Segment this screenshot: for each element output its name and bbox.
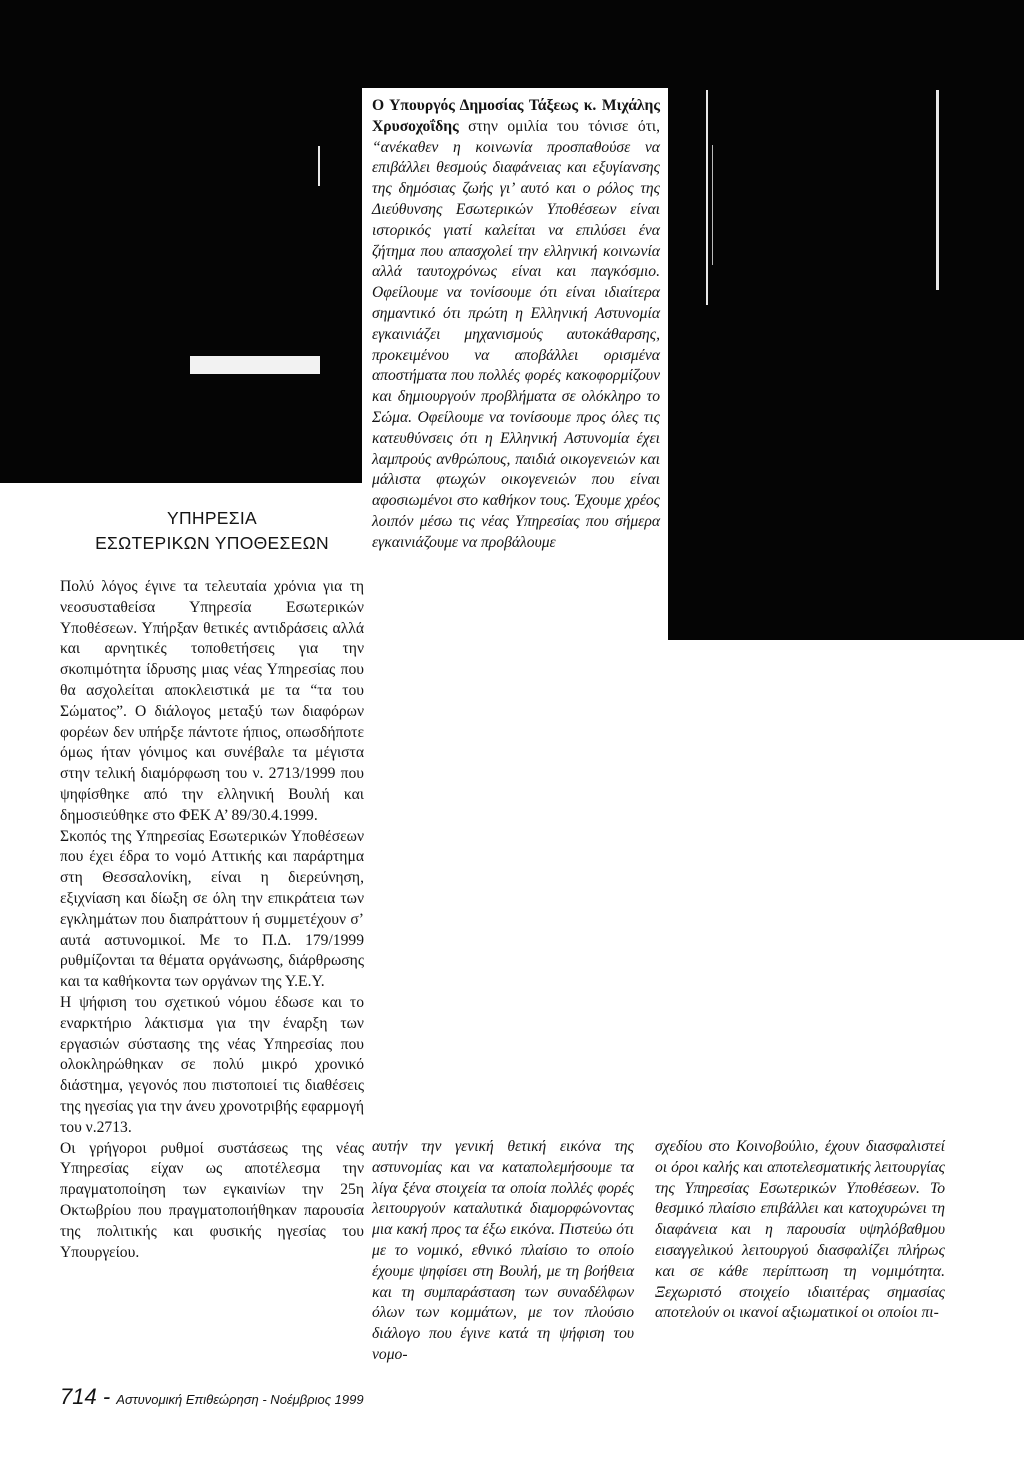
photo-right: [668, 85, 1024, 640]
heading-line-1: ΥΠΗΡΕΣΙΑ: [166, 508, 258, 528]
quote-column: [372, 96, 660, 554]
photo-highlight-line: [936, 90, 939, 290]
paragraph: Οι γρήγοροι ρυθμοί συστάσεως της νέας Υπηρεσίας είχαν ως αποτέλεσμα την πραγματοποίηση των εγκαινίων την 25η Οκτωβρίου που πραγματοποιήθηκαν παρουσία της πολιτικής και φυσικής ηγεσίας του Υπουργείου.: [60, 1139, 364, 1261]
photo-highlight-line: [706, 90, 708, 305]
bottom-middle-column: [372, 1137, 634, 1366]
page-number: 714: [60, 1384, 97, 1409]
quote-text: “ανέκαθεν η κοινωνία προσπαθούσε να επιβάλλει θεσμούς διαφάνειας και εξυγίανσης της δημόσιας ζωής γι’ αυτό και ο ρόλος της Διεύθυνσης Εσωτερικών Υποθέσεων είναι ιστορικός γιατί καλείται να επιλύσει ένα ζήτημα που απασχολεί την ελληνική κοινωνία αλλά ταυτοχρόνως είναι και παγκόσμιο. Οφείλουμε να τονίσουμε ότι είναι ιδιαίτερα σημαντικό ότι πρώτη η Ελληνική Αστυνομία εγκαινιάζει μηχανισμούς αυτοκάθαρσης, προκειμένου να αποβάλλει ορισμένα αποστήματα που πολλές φορές κακοφορμίζουν και δημιουργούν προβλήματα σε ολόκληρο το Σώμα. Οφείλουμε να τονίσουμε προς όλες τις κατευθύνσεις ότι η Ελληνική Αστυνομία έχει λαμπρούς ανθρώπους, παιδιά οικογενειών και μάλιστα φτωχών οικογενειών που είναι αφοσιωμένοι στο καθήκον τους. Έχουμε χρέος λοιπόν μέσω τις νέας Υπηρεσίας που σήμερα εγκαινιάζουμε να προβάλουμε: [372, 138, 660, 551]
minister-name: Ο Υπουργός Δημοσίας Τάξεως κ. Μιχάλης Χρυσοχοΐδης: [372, 97, 660, 135]
photo-highlight-bar: [190, 356, 320, 374]
page-footer: [60, 1384, 364, 1410]
photo-highlight-line: [318, 146, 320, 186]
photo-left: [0, 0, 362, 483]
photo-highlight-line: [712, 145, 713, 265]
paragraph: Σκοπός της Υπηρεσίας Εσωτερικών Υποθέσεων που έχει έδρα το νομό Αττικής και παράρτημα στη Θεσσαλονίκη, είναι η διερεύνηση, εξιχνίαση και δίωξη σε όλη την επικράτεια των εγκλημάτων που διαπράττουν ή συμμετέχουν σ’ αυτά αστυνομικοί. Με το Π.Δ. 179/1999 ρυθμίζονται τα θέματα οργάνωσης, διάρθρωσης και τα καθήκοντα των οργάνων της Υ.Ε.Υ.: [60, 827, 364, 991]
paragraph: αυτήν την γενική θετική εικόνα της αστυνομίας και να καταπολεμήσουμε τα λίγα ξένα στοιχεία τα οποία πολλές φορές λειτουργούν καταλυτικά διαμορφώνοντας μια κακή προς τα έξω εικόνα. Πιστεύω ότι με το νομικό, εθνικό πλαίσιο το οποίο έχουμε ψηφίσει στη Βουλή, με τη βοήθεια και τη συμπαράσταση των συναδέλφων όλων των κομμάτων, με τον πλούσιο διάλογο που έγινε κατά τη ψήφιση του νομο-: [372, 1138, 634, 1363]
paragraph: σχεδίου στο Κοινοβούλιο, έχουν διασφαλιστεί οι όροι καλής και αποτελεσματικής λειτουργίας της Υπηρεσίας Εσωτερικών Υποθέσεων. Το θεσμικό πλαίσιο επιβάλλει και κατοχυρώνει τη διαφάνεια και η παρουσία υψηλόβαθμου εισαγγελικού λειτουργού διασφαλίζει πλήρως και σε κάθε περίπτωση τη νομιμότητα. Ξεχωριστό στοιχείο ιδιαιτέρας σημασίας αποτελούν οι ικανοί αξιωματικοί οι οποίοι πι-: [655, 1138, 945, 1322]
photo-top: [362, 0, 1024, 88]
publication-name: Αστυνομική Επιθεώρηση - Νοέμβριος 1999: [116, 1392, 364, 1407]
section-heading: [60, 506, 364, 556]
quote-intro: στην ομιλία του τόνισε ότι,: [458, 117, 660, 135]
paragraph: Η ψήφιση του σχετικού νόμου έδωσε και το εναρκτήριο λάκτισμα για την έναρξη των εργασιών σύστασης της νέας Υπηρεσίας που ολοκληρώθηκαν σε πολύ μικρό χρονικό διάστημα, γεγονός που πιστοποιεί τις διαθέσεις της ηγεσίας για την άνευ χρονοτριβής εφαρμογή του ν.2713.: [60, 993, 364, 1136]
footer-separator: -: [96, 1384, 117, 1409]
quote-paragraph: [372, 96, 660, 554]
left-article-column: [60, 577, 364, 1263]
heading-line-2: ΕΣΩΤΕΡΙΚΩΝ ΥΠΟΘΕΣΕΩΝ: [95, 533, 329, 553]
paragraph: Πολύ λόγος έγινε τα τελευταία χρόνια για τη νεοσυσταθείσα Υπηρεσία Εσωτερικών Υποθέσεων. Υπήρξαν θετικές αντιδράσεις αλλά και αρνητικές τοποθετήσεις για την σκοπιμότητα ίδρυσης μιας νέας Υπηρεσίας που θα ασχολείται αποκλειστικά με τα “τα του Σώματος”. Ο διάλογος μεταξύ των διαφόρων φορέων δεν υπήρξε πάντοτε ήπιος, οπωσδήποτε όμως ήταν γόνιμος και συνέβαλε τα μέγιστα στην τελική διαμόρφωση του ν. 2713/1999 που ψηφίσθηκε από την ελληνική Βουλή και δημοσιεύθηκε στο ΦΕΚ Α’ 89/30.4.1999.: [60, 578, 364, 824]
bottom-right-column: [655, 1137, 945, 1324]
